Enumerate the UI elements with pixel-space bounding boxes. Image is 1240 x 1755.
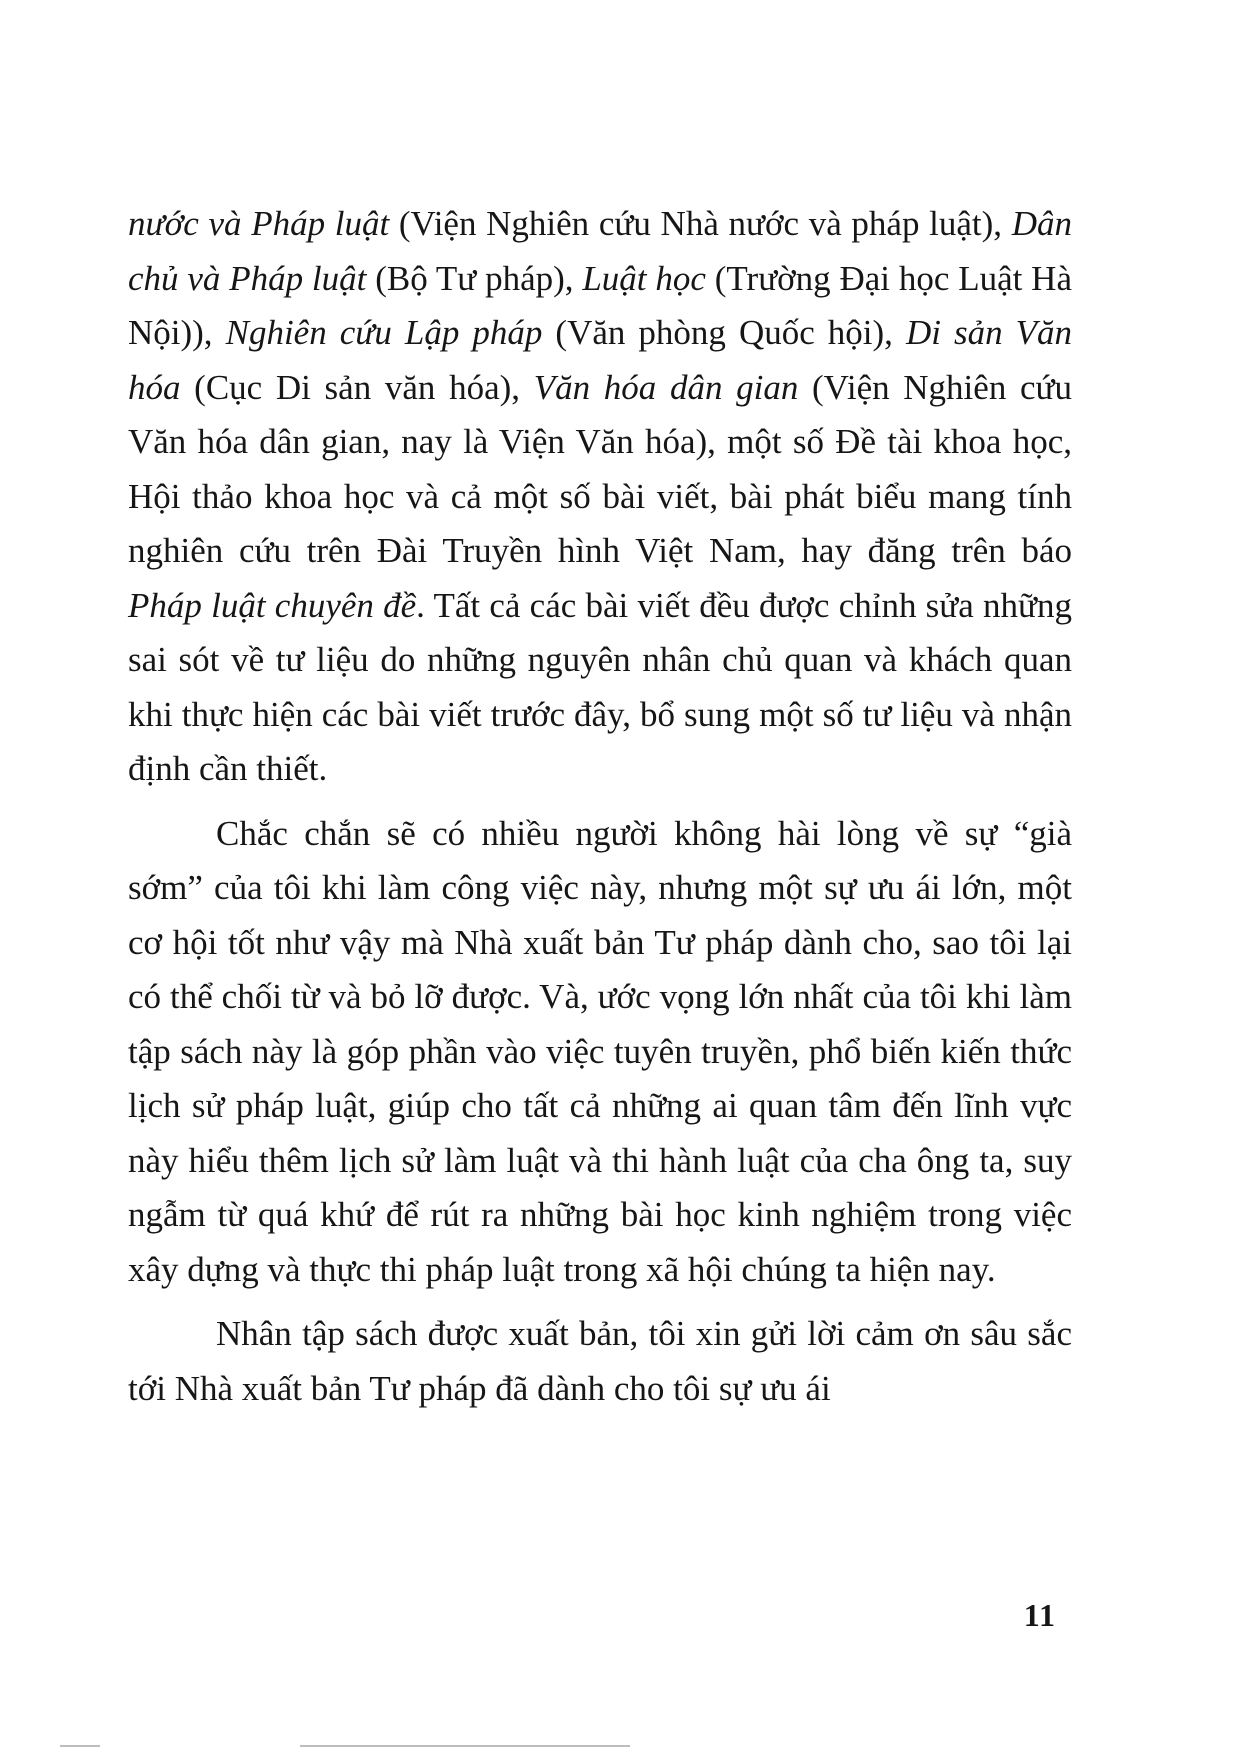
journal-title: Luật học: [582, 258, 706, 298]
page-number: 11: [1023, 1597, 1056, 1633]
journal-title: nước và Pháp luật: [128, 204, 390, 243]
text-span: (Trường Đại học Luật Hà Nội)),: [128, 258, 1072, 352]
text-span: (Viện Nghiên cứu Nhà nước và pháp luật),: [389, 204, 1012, 243]
scan-edge-mark: [60, 1745, 100, 1747]
scan-edge-mark: [300, 1745, 630, 1747]
body-text: [128, 197, 1072, 1416]
text-span: (Văn phòng Quốc hội),: [542, 313, 906, 352]
text-span: (Cục Di sản văn hóa),: [180, 367, 534, 407]
text-span: (Viện Nghiên cứu Văn hóa dân gian, nay là Viện Văn hóa), một số Đề tài khoa học, Hội thảo khoa học và cả một số bài viết, bài phát biểu mang tính nghiên cứu trên Đài Truyền hình Việt Nam, hay đăng trên báo: [128, 367, 1072, 570]
journal-title: Di sản Văn hóa: [128, 313, 1073, 407]
paragraph-thanks: Nhân tập sách được xuất bản, tôi xin gửi lời cảm ơn sâu sắc tới Nhà xuất bản Tư pháp đã dành cho tôi sự ưu ái: [128, 1314, 1072, 1408]
paragraph-aspiration: Chắc chắn sẽ có nhiều người không hài lòng về sự “già sớm” của tôi khi làm công việc này, nhưng một sự ưu ái lớn, một cơ hội tốt như vậy mà Nhà xuất bản Tư pháp dành cho, sao tôi lại có thể chối từ và bỏ lỡ được. Và, ước vọng lớn nhất của tôi khi làm tập sách này là góp phần vào việc tuyên truyền, phổ biến kiến thức lịch sử pháp luật, giúp cho tất cả những ai quan tâm đến lĩnh vực này hiểu thêm lịch sử làm luật và thi hành luật của cha ông ta, suy ngẫm từ quá khứ để rút ra những bài học kinh nghiệm trong việc xây dựng và thực thi pháp luật trong xã hội chúng ta hiện nay.: [128, 813, 1072, 1289]
newspaper-title: Pháp luật chuyên đề: [128, 585, 417, 625]
journal-title: Dân chủ và Pháp luật: [128, 204, 1072, 298]
journal-title: Văn hóa dân gian: [533, 367, 799, 407]
paragraph-continuation: [128, 197, 1072, 797]
journal-title: Nghiên cứu Lập pháp: [225, 313, 543, 352]
text-span: . Tất cả các bài viết đều được chỉnh sửa những sai sót về tư liệu do những nguyên nhân chủ quan và khách quan khi thực hiện các bài viết trước đây, bổ sung một số tư liệu và nhận định cần thiết.: [128, 585, 1072, 788]
text-span: (Bộ Tư pháp),: [366, 258, 583, 298]
